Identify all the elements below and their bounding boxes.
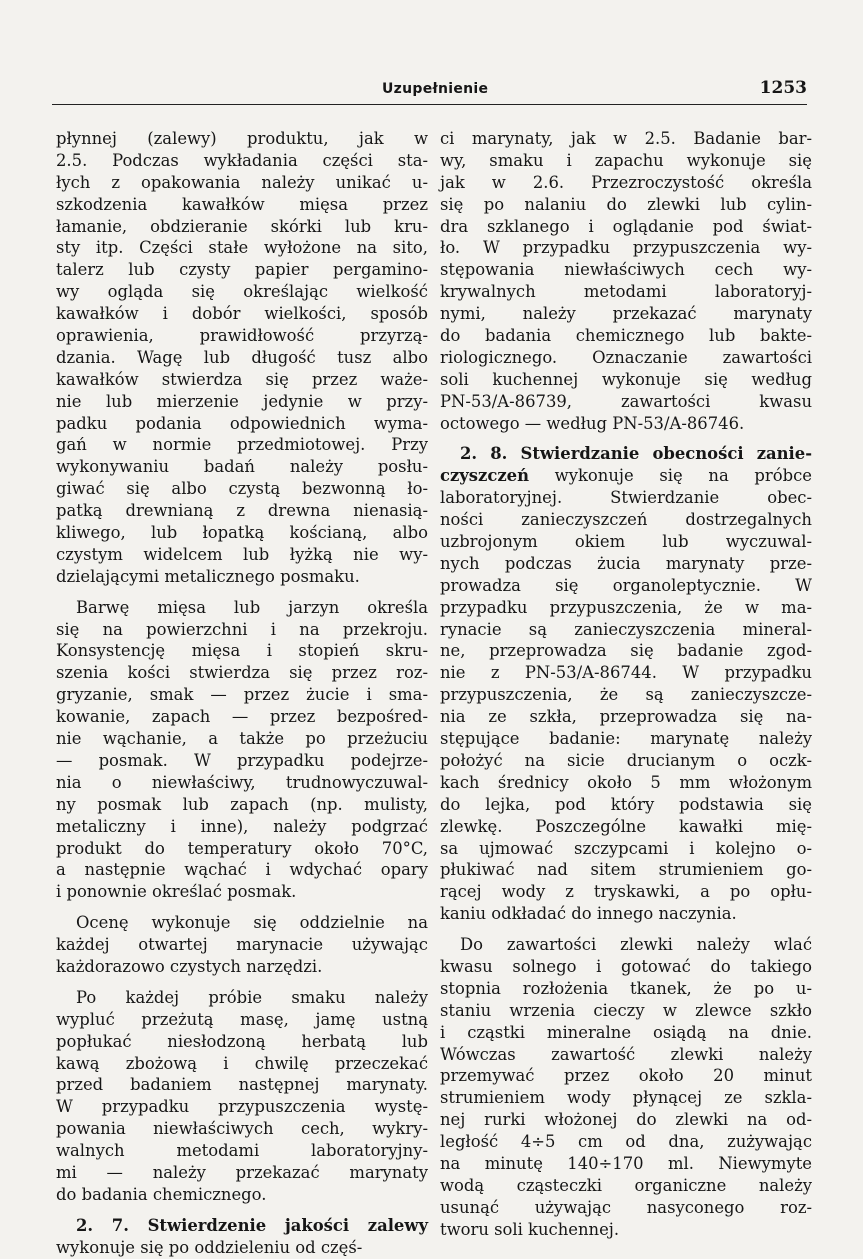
text-line: szkodzenia kawałków mięsa przez: [56, 194, 428, 214]
text-line: na minutę 140÷170 ml. Niewymyte: [440, 1153, 812, 1173]
page-number: 1253: [759, 78, 807, 98]
paragraph-gap: [56, 903, 428, 912]
text-line: dra szklanego i oglądanie pod świat-: [440, 216, 812, 236]
text-line: przypuszczenia, że są zanieczyszcze-: [440, 685, 812, 705]
text-line: soli kuchennej wykonuje się według: [440, 369, 812, 389]
text-line: czyszczeń wykonuje się na próbce: [440, 466, 812, 486]
text-line: każdej otwartej marynacie używając: [56, 935, 428, 955]
text-line: ległość 4÷5 cm od dna, zużywając: [440, 1132, 812, 1152]
header-title: Uzupełnienie: [382, 81, 489, 97]
text-line: usunąć używając nasyconego roz-: [440, 1197, 812, 1217]
text-line: wykonywaniu badań należy posłu-: [56, 457, 428, 477]
text-line: giwać się albo czystą bezwonną ło-: [56, 479, 428, 499]
text-line: padku podania odpowiednich wyma-: [56, 413, 428, 433]
text-line: octowego — według PN-53/A-86746.: [440, 413, 745, 433]
text-line: do badania chemicznego.: [56, 1184, 267, 1204]
text-line: nych podczas żucia marynaty prze-: [440, 553, 812, 573]
text-line: 2. 8. Stwierdzanie obecności zanie-: [460, 444, 812, 464]
right-column: [440, 128, 812, 1241]
text-line: sa ujmować szczypcami i kolejno o-: [440, 838, 812, 858]
text-line: gań w normie przedmiotowej. Przy: [56, 435, 428, 455]
text-line: rącej wody z tryskawki, a po opłu-: [440, 882, 812, 902]
text-line: nie z PN-53/A-86744. W przypadku: [440, 663, 812, 683]
text-line: nia o niewłaściwy, trudnowyczuwal-: [56, 772, 428, 792]
text-line: Konsystencję mięsa i stopień skru-: [56, 641, 428, 661]
text-line: ności zanieczyszczeń dostrzegalnych: [440, 510, 812, 530]
text-line: W przypadku przypuszczenia wystę-: [56, 1097, 428, 1117]
paragraph-gap: [440, 434, 812, 443]
left-column: [56, 128, 428, 1259]
text-line: popłukać niesłodzoną herbatą lub: [56, 1031, 428, 1051]
text-line: przypadku przypuszczenia, że w ma-: [440, 597, 812, 617]
text-line: ny posmak lub zapach (np. mulisty,: [56, 794, 428, 814]
text-line: nia ze szkła, przeprowadza się na-: [440, 707, 812, 727]
text-line: nymi, należy przekazać marynaty: [440, 304, 812, 324]
text-line: przed badaniem następnej marynaty.: [56, 1075, 428, 1095]
text-line: stępowania niewłaściwych cech wy-: [440, 260, 812, 280]
text-line: kawałków i dobór wielkości, sposób: [56, 304, 428, 324]
text-line: oprawienia, prawidłowość przyrzą-: [56, 326, 428, 346]
text-line: tworu soli kuchennej.: [440, 1219, 620, 1239]
text-line: nie lub mierzenie jedynie w przy-: [56, 391, 428, 411]
text-line: prowadza się organoleptycznie. W: [440, 575, 812, 595]
text-line: patką drewnianą z drewna nienasią-: [56, 501, 428, 521]
text-line: położyć na sicie drucianym o oczk-: [440, 750, 812, 770]
text-line: Ocenę wykonuje się oddzielnie na: [76, 913, 428, 933]
text-line: czystym widelcem lub łyżką nie wy-: [56, 544, 428, 564]
text-line: powania niewłaściwych cech, wykry-: [56, 1119, 428, 1139]
text-line: laboratoryjnej. Stwierdzanie obec-: [440, 488, 812, 508]
text-line: sty itp. Części stałe wyłożone na sito,: [56, 238, 428, 258]
running-header: [52, 78, 807, 105]
text-line: PN-53/A-86739, zawartości kwasu: [440, 391, 812, 411]
text-line: krywalnych metodami laboratoryj-: [440, 282, 812, 302]
text-line: stopnia rozłożenia tkanek, że po u-: [440, 978, 812, 998]
text-line: do lejka, pod który podstawia się: [440, 794, 812, 814]
text-line: wypluć przeżutą masę, jamę ustną: [56, 1009, 428, 1029]
text-line: do badania chemicznego lub bakte-: [440, 326, 812, 346]
text-line: wykonuje się po oddzieleniu od częś-: [56, 1237, 363, 1257]
text-line: Barwę mięsa lub jarzyn określa: [76, 597, 428, 617]
text-line: staniu wrzenia cieczy w zlewce szkło: [440, 1000, 812, 1020]
text-line: płukiwać nad sitem strumieniem go-: [440, 860, 812, 880]
text-line: ło. W przypadku przypuszczenia wy-: [440, 238, 812, 258]
text-line: produkt do temperatury około 70°C,: [56, 838, 428, 858]
text-line: mi — należy przekazać marynaty: [56, 1162, 428, 1182]
text-line: kliwego, lub łopatką kościaną, albo: [56, 523, 428, 543]
text-line: wy, smaku i zapachu wykonuje się: [440, 150, 812, 170]
text-line: i ponownie określać posmak.: [56, 882, 297, 902]
text-line: ne, przeprowadza się badanie zgod-: [440, 641, 812, 661]
text-line: dzania. Wagę lub długość tusz albo: [56, 347, 428, 367]
text-line: jak w 2.6. Przezroczystość określa: [440, 172, 812, 192]
text-line: — posmak. W przypadku podejrze-: [56, 750, 428, 770]
text-line: Wówczas zawartość zlewki należy: [440, 1044, 812, 1064]
text-line: talerz lub czysty papier pergamino-: [56, 260, 428, 280]
text-line: się po nalaniu do zlewki lub cylin-: [440, 194, 812, 214]
paragraph-gap: [56, 1206, 428, 1215]
text-line: a następnie wąchać i wdychać opary: [56, 860, 428, 880]
text-line: gryzanie, smak — przez żucie i sma-: [56, 685, 428, 705]
paragraph-gap: [440, 925, 812, 934]
text-line: kaniu odkładać do innego naczynia.: [440, 904, 737, 924]
paragraph-gap: [56, 588, 428, 597]
text-line: walnych metodami laboratoryjny-: [56, 1141, 428, 1161]
text-line: dzielającymi metalicznego posmaku.: [56, 566, 360, 586]
text-line: wy ogląda się określając wielkość: [56, 282, 428, 302]
text-line: kach średnicy około 5 mm włożonym: [440, 772, 812, 792]
text-line: każdorazowo czystych narzędzi.: [56, 956, 323, 976]
text-line: nie wąchanie, a także po przeżuciu: [56, 729, 428, 749]
text-line: metaliczny i inne), należy podgrzać: [56, 816, 428, 836]
text-line: Do zawartości zlewki należy wlać: [460, 935, 812, 955]
text-line: zlewkę. Poszczególne kawałki mię-: [440, 816, 812, 836]
text-line: nej rurki włożonej do zlewki na od-: [440, 1110, 812, 1130]
text-line: i cząstki mineralne osiądą na dnie.: [440, 1022, 812, 1042]
text-line: wodą cząsteczki organiczne należy: [440, 1175, 812, 1195]
text-line: kwasu solnego i gotować do takiego: [440, 956, 812, 976]
text-line: przemywać przez około 20 minut: [440, 1066, 812, 1086]
text-line: rynacie są zanieczyszczenia mineral-: [440, 619, 812, 639]
text-line: się na powierzchni i na przekroju.: [56, 619, 428, 639]
text-line: riologicznego. Oznaczanie zawartości: [440, 347, 812, 367]
text-line: Po każdej próbie smaku należy: [76, 987, 428, 1007]
text-line: płynnej (zalewy) produktu, jak w: [56, 129, 428, 148]
text-line: szenia kości stwierdza się przez roz-: [56, 663, 428, 683]
text-line: kawą zbożową i chwilę przeczekać: [56, 1053, 428, 1073]
text-line: ci marynaty, jak w 2.5. Badanie bar-: [440, 129, 812, 148]
text-line: kawałków stwierdza się przez waże-: [56, 369, 428, 389]
text-line: uzbrojonym okiem lub wyczuwal-: [440, 532, 812, 552]
text-line: 2.5. Podczas wykładania części sta-: [56, 150, 428, 170]
text-line: 2. 7. Stwierdzenie jakości zalewy: [76, 1215, 428, 1235]
text-line: kowanie, zapach — przez bezpośred-: [56, 707, 428, 727]
paragraph-gap: [56, 978, 428, 987]
text-line: łych z opakowania należy unikać u-: [56, 172, 428, 192]
text-line: strumieniem wody płynącej ze szkla-: [440, 1088, 812, 1108]
text-line: łamanie, obdzieranie skórki lub kru-: [56, 216, 428, 236]
text-line: stępujące badanie: marynatę należy: [440, 729, 812, 749]
